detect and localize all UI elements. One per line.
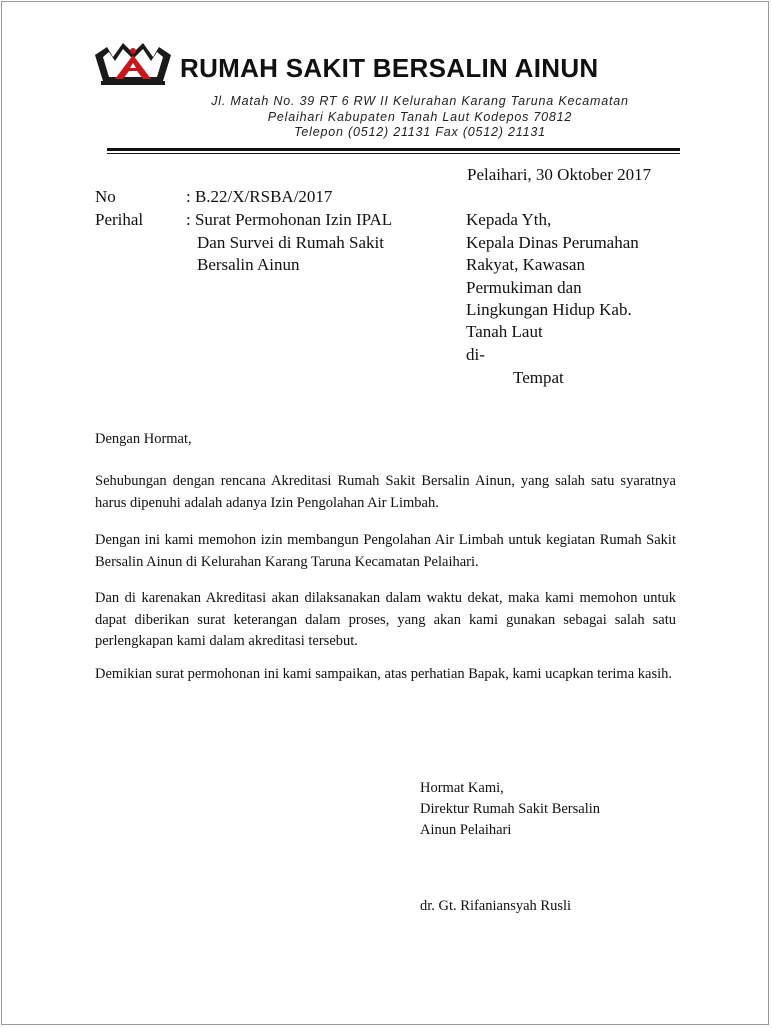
hospital-logo xyxy=(93,43,173,89)
place-date: Pelaihari, 30 Oktober 2017 xyxy=(467,165,652,184)
subject-line: Bersalin Ainun xyxy=(197,255,300,274)
recipient-line: Kepala Dinas Perumahan xyxy=(466,233,639,252)
signatory-name: dr. Gt. Rifaniansyah Rusli xyxy=(420,898,572,914)
letterhead-divider-thin xyxy=(107,153,680,154)
closing-line: Direktur Rumah Sakit Bersalin xyxy=(420,801,601,817)
closing-line: Hormat Kami, xyxy=(420,780,504,796)
hospital-name: RUMAH SAKIT BERSALIN AINUN xyxy=(180,53,599,83)
recipient-line: Permukiman dan xyxy=(466,278,582,297)
subject-line: : Surat Permohonan Izin IPAL xyxy=(186,210,393,229)
body-paragraph: Dan di karenakan Akreditasi akan dilaksanakan dalam waktu dekat, maka kami memohon untuk dapat diberikan surat keterangan dalam proses, yang akan kami gunakan sebagai salah satu perlengkapan kami dalam akreditasi tersebut. xyxy=(95,590,676,649)
address-line: Pelaihari Kabupaten Tanah Laut Kodepos 70812 xyxy=(267,110,573,124)
body-paragraph: Demikian surat permohonan ini kami sampaikan, atas perhatian Bapak, kami ucapkan terima kasih. xyxy=(95,666,672,682)
subject-label: Perihal xyxy=(95,210,144,229)
number-value: : B.22/X/RSBA/2017 xyxy=(186,187,333,206)
body-paragraph: Dengan ini kami memohon izin membangun Pengolahan Air Limbah untuk kegiatan Rumah Sakit Bersalin Ainun di Kelurahan Karang Taruna Kecamatan Pelaihari. xyxy=(95,532,676,570)
closing-line: Ainun Pelaihari xyxy=(420,822,512,838)
number-label: No xyxy=(95,187,116,206)
address-line: Jl. Matah No. 39 RT 6 RW II Kelurahan Karang Taruna Kecamatan xyxy=(211,94,629,108)
recipient-line: Tempat xyxy=(513,368,564,387)
recipient-line: Tanah Laut xyxy=(466,322,543,341)
letterhead-divider xyxy=(107,148,680,151)
recipient-line: Lingkungan Hidup Kab. xyxy=(466,300,632,319)
recipient-line: Rakyat, Kawasan xyxy=(466,255,585,274)
recipient-line: di- xyxy=(466,345,485,364)
greeting: Dengan Hormat, xyxy=(95,431,192,447)
recipient-line: Kepada Yth, xyxy=(466,210,552,229)
phone-fax-line: Telepon (0512) 21131 Fax (0512) 21131 xyxy=(294,125,546,139)
subject-line: Dan Survei di Rumah Sakit xyxy=(197,233,384,252)
body-paragraph: Sehubungan dengan rencana Akreditasi Rumah Sakit Bersalin Ainun, yang salah satu syaratnya harus dipenuhi adalah adanya Izin Pengolahan Air Limbah. xyxy=(95,473,676,511)
